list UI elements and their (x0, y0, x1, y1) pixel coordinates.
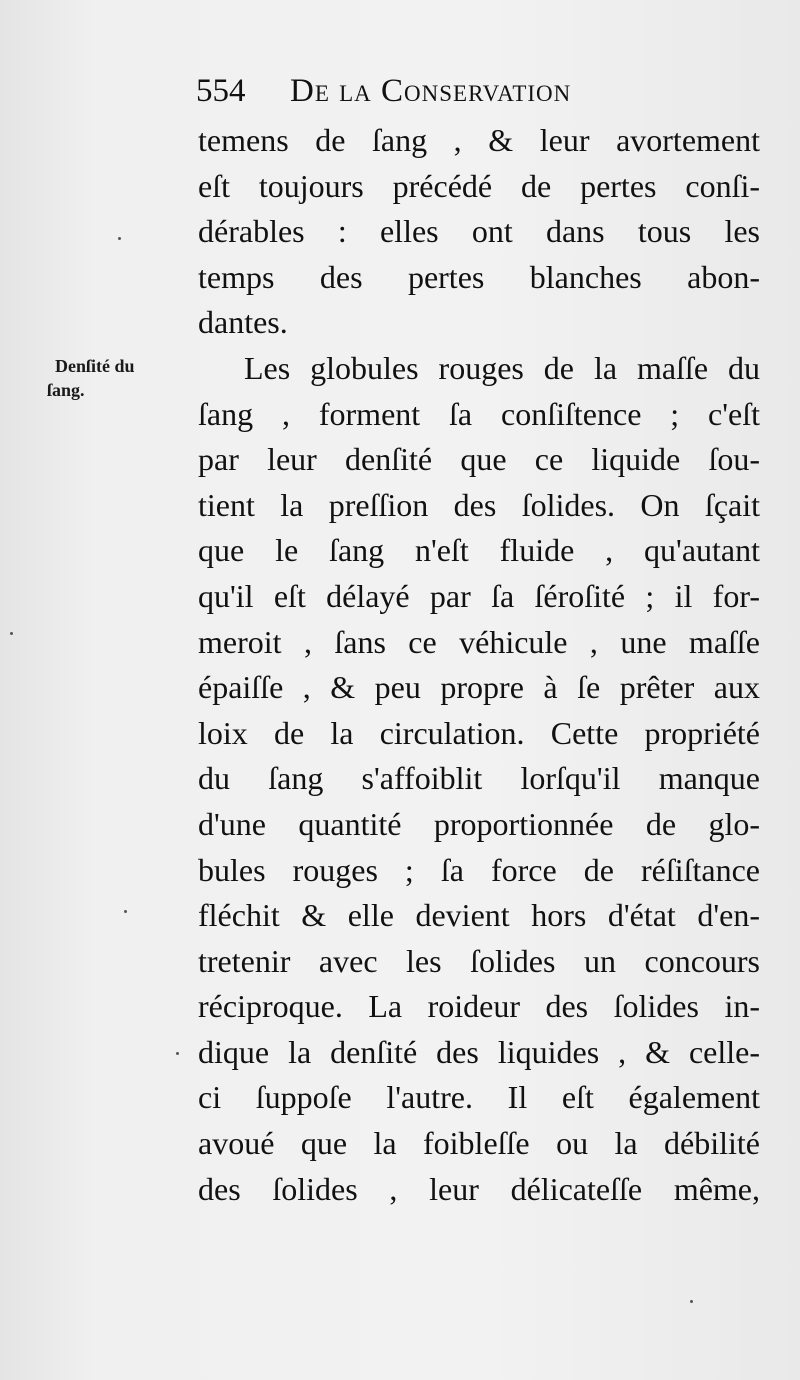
text-line: que le ſang n'eſt fluide , qu'autant (198, 532, 760, 569)
paragraph-first-line: Les globules rouges de la maſſe du (244, 349, 760, 386)
margin-note (47, 354, 195, 402)
text-line: bules rouges ; ſa force de réſiſtance (198, 851, 760, 888)
text-line: d'une quantité proportionnée de glo- (198, 805, 760, 842)
text-line: du ſang s'affoiblit lorſqu'il manque (198, 760, 760, 797)
body-text (198, 118, 760, 1212)
text-line: eſt toujours précédé de pertes conſi- (198, 167, 760, 204)
margin-note-line: Denſité du (55, 356, 135, 376)
paper-speck (10, 632, 13, 635)
text-line: ſang , forment ſa conſiſtence ; c'eſt (198, 395, 760, 432)
text-line: temens de ſang , & leur avortement (198, 122, 760, 158)
text-line: temps des pertes blanches abon- (198, 258, 760, 295)
text-line: dérables : elles ont dans tous les (198, 213, 760, 250)
page-number: 554 (196, 73, 246, 109)
running-title: De la Conservation (290, 73, 572, 109)
margin-note-line: ſang. (47, 380, 85, 400)
paper-speck (176, 1052, 179, 1055)
text-line: épaiſſe , & peu propre à ſe prêter aux (198, 669, 760, 706)
text-line: des ſolides , leur délicateſſe même, (198, 1170, 760, 1207)
text-line: par leur denſité que ce liquide ſou- (198, 441, 760, 478)
running-head (196, 66, 696, 116)
text-line: meroit , ſans ce véhicule , une maſſe (198, 623, 760, 660)
paper-speck (690, 1300, 693, 1303)
text-line: réciproque. La roideur des ſolides in- (198, 988, 760, 1025)
paper-speck (124, 910, 127, 913)
text-line: tretenir avec les ſolides un concours (198, 942, 760, 979)
text-line: tient la preſſion des ſolides. On ſçait (198, 486, 760, 523)
text-line: ci ſuppoſe l'autre. Il eſt également (198, 1079, 760, 1116)
text-line: dantes. (198, 304, 288, 341)
text-line: loix de la circulation. Cette propriété (198, 714, 760, 751)
paper-speck (118, 237, 121, 240)
text-line: qu'il eſt délayé par ſa ſéroſité ; il for- (198, 577, 760, 614)
text-line: fléchit & elle devient hors d'état d'en- (198, 897, 760, 934)
text-line: avoué que la foibleſſe ou la débilité (198, 1125, 760, 1162)
text-line: dique la denſité des liquides , & celle- (198, 1033, 760, 1070)
